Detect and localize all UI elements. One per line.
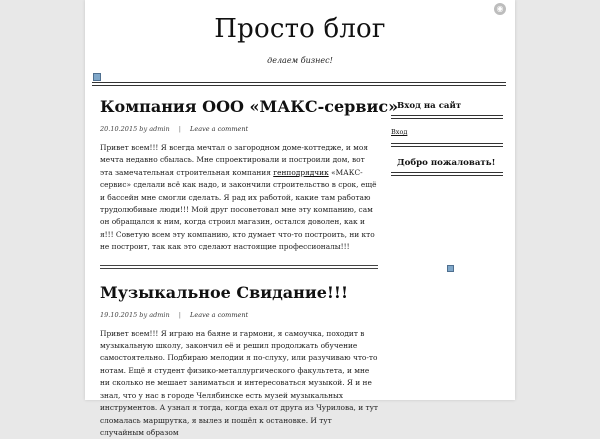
site-description: делаем бизнес! xyxy=(267,56,333,65)
post-body: Привет всем!!! Я играю на баяне и гармони, я самоучка, походит в музыкальную школу, закончил её и решил продолжать обучение самостоятельно. Подбираю мелодии я по-слуху, или разучиваю что-то нотам. Ещё я студент физико-металлургического факультета, и мне ни сколько не мешает заниматься и интересоваться музыкой. Я и не знал, что у нас в городе Челябинске есть музей музыкальных инструментов. А узнал я тогда, когда ехал от друга из Чурилова, и тут сломалась маршрутка, я вылез и пошёл к остановке. И тут случайным образом xyxy=(100,328,379,437)
meta-separator: | xyxy=(178,125,181,133)
main-content xyxy=(100,96,399,439)
post-date: 19.10.2015 xyxy=(100,310,138,319)
site-title[interactable]: Просто блог xyxy=(214,14,386,44)
post-author[interactable]: admin xyxy=(149,125,170,133)
welcome-widget xyxy=(391,158,503,176)
post-meta xyxy=(100,311,378,319)
post-title[interactable]: Компания ООО «МАКС-сервис» xyxy=(100,97,399,116)
post-title[interactable]: Музыкальное Свидание!!! xyxy=(100,282,348,302)
login-link[interactable]: Вход xyxy=(391,128,408,136)
post-body-link[interactable]: генподрядчик xyxy=(273,167,329,177)
login-widget xyxy=(391,101,503,147)
meta-separator: | xyxy=(178,310,181,319)
broken-image-icon xyxy=(447,265,454,272)
broken-image-icon xyxy=(93,73,101,81)
post-body xyxy=(100,142,378,254)
login-widget-title: Вход на сайт xyxy=(397,101,462,111)
post-body-text-1: Привет всем!!! Я всегда мечтал о загородном доме-коттедже, и моя мечта недавно сбылась. Мне спроектировали и построили дом, вот эта замечательная строительная компания xyxy=(100,143,369,177)
leave-comment-link[interactable]: Leave a comment xyxy=(190,310,249,319)
post-divider xyxy=(100,265,378,269)
post-author[interactable]: admin xyxy=(149,310,170,319)
welcome-widget-title: Добро пожаловать! xyxy=(397,158,496,168)
post-date: 20.10.2015 xyxy=(100,125,138,133)
leave-comment-link[interactable]: Leave a comment xyxy=(190,125,249,133)
post-body-text-2: «МАКС-сервис» сделали всё как надо, и закончили строительство в срок, ещё и бассейн мне смогли сделать. Я рад их работой, какие там работаю трудолюбивые люди!!! Мой друг посоветовал мне эту компанию, сам он обращался к ним, когда строил магазин, остался доволен, как и я!!! Советую всем эту компанию, кто думает что-то построить, ни кто не построит, так как это сделают настоящие профессионалы!!! xyxy=(100,167,377,252)
rss-icon[interactable]: ◉ xyxy=(494,3,506,15)
post xyxy=(100,282,378,439)
widget-divider xyxy=(391,143,503,147)
post-by-label: by xyxy=(139,125,148,133)
sidebar xyxy=(391,101,503,176)
post xyxy=(100,96,399,269)
navigation-divider xyxy=(92,82,506,86)
widget-divider xyxy=(391,115,503,119)
post-meta xyxy=(100,125,378,133)
post-by-label: by xyxy=(139,310,148,319)
widget-divider xyxy=(391,172,503,176)
